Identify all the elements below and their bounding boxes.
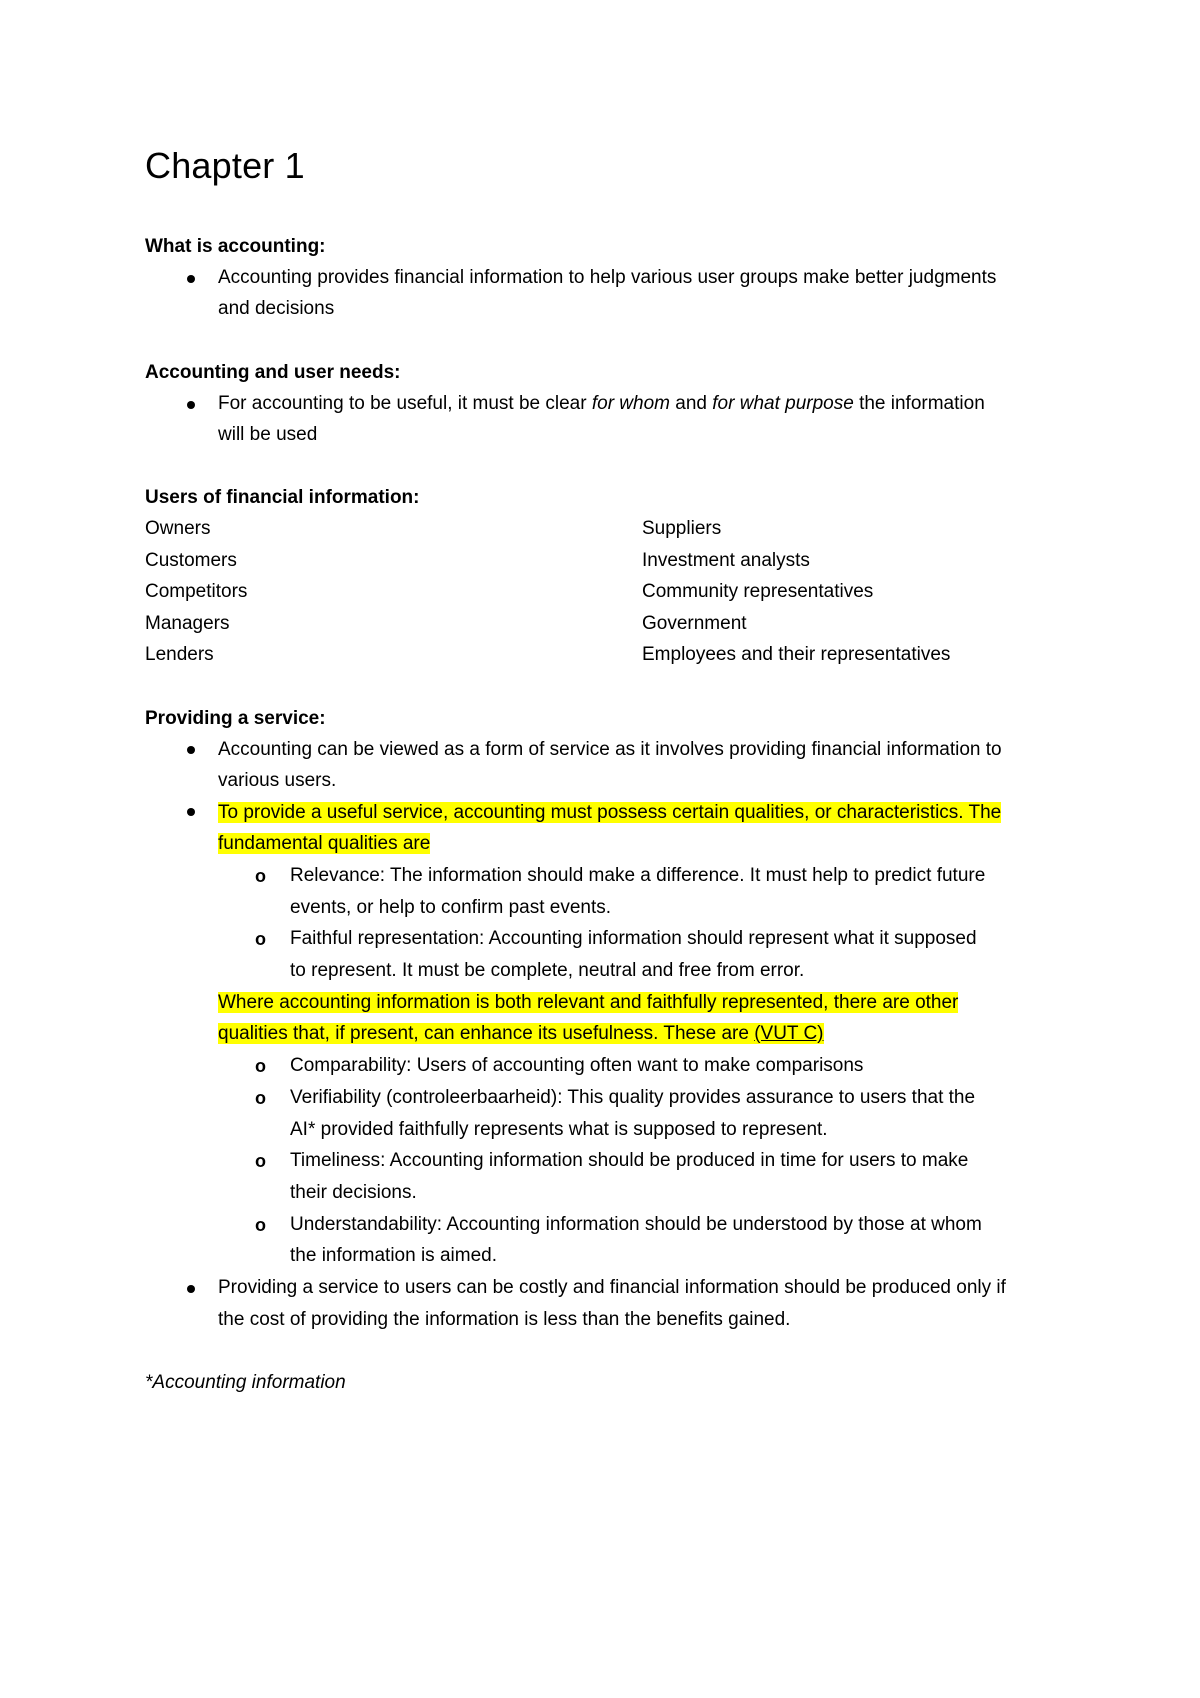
enhancing-intro-line2: qualities that, if present, can enhance its usefulness. These are (VUT C) [218,1023,824,1044]
circle-bullet-icon: o [255,1151,266,1171]
enhancing-intro-line1: Where accounting information is both relevant and faithfully represented, there are other [218,992,959,1013]
s4-b1-line2: various users. [218,770,337,791]
s4-b2-line1: To provide a useful service, accounting must possess certain qualities, or characteristics. The [218,802,1002,823]
fund-relevance-line1: Relevance: The information should make a difference. It must help to predict future [290,865,986,886]
heading-providing-service: Providing a service: [145,708,326,729]
s1-bullet-line1: Accounting provides financial information to help various user groups make better judgments [218,267,997,288]
enh-verifiability-line1: Verifiability (controleerbaarheid): This quality provides assurance to users that the [290,1087,976,1108]
s1-bullet-line2: and decisions [218,298,335,319]
s4-b3-line1: Providing a service to users can be costly and financial information should be produced only if [218,1277,1006,1298]
s2-bullet-line2: will be used [218,424,318,445]
enh-comparability: Comparability: Users of accounting often want to make comparisons [290,1055,864,1076]
fund-faithful-line1: Faithful representation: Accounting information should represent what it supposed [290,928,977,949]
user-group-left: Managers [145,613,230,634]
user-group-right: Employees and their representatives [642,644,951,665]
circle-bullet-icon: o [255,1215,266,1235]
s4-b3-line2: the cost of providing the information is less than the benefits gained. [218,1309,791,1330]
fund-faithful-line2: to represent. It must be complete, neutral and free from error. [290,960,805,981]
enh-understandability-line2: the information is aimed. [290,1245,497,1266]
bullet-icon [187,401,195,409]
s4-b1-line1: Accounting can be viewed as a form of service as it involves providing financial information to [218,739,1002,760]
circle-bullet-icon: o [255,866,266,886]
enh-verifiability-line2: AI* provided faithfully represents what is supposed to represent. [290,1119,828,1140]
bullet-icon [187,746,195,754]
footnote: *Accounting information [145,1372,346,1393]
user-group-left: Competitors [145,581,248,602]
user-group-right: Suppliers [642,518,722,539]
user-group-right: Government [642,613,747,634]
fund-relevance-line2: events, or help to confirm past events. [290,897,612,918]
user-group-left: Lenders [145,644,214,665]
s4-b2-line2: fundamental qualities are [218,833,431,854]
heading-accounting-user-needs: Accounting and user needs: [145,362,401,383]
circle-bullet-icon: o [255,1088,266,1108]
circle-bullet-icon: o [255,1056,266,1076]
enh-timeliness-line2: their decisions. [290,1182,417,1203]
user-group-left: Customers [145,550,237,571]
user-group-right: Community representatives [642,581,874,602]
bullet-icon [187,808,195,816]
page-title: Chapter 1 [145,145,305,186]
heading-what-is-accounting: What is accounting: [145,236,326,257]
s2-bullet-line1: For accounting to be useful, it must be clear for whom and for what purpose the information [218,393,985,414]
bullet-icon [187,1285,195,1293]
circle-bullet-icon: o [255,929,266,949]
vutc-code: (VUT C) [754,1023,824,1044]
heading-users-financial-info: Users of financial information: [145,487,420,508]
enh-understandability-line1: Understandability: Accounting information should be understood by those at whom [290,1214,982,1235]
enh-timeliness-line1: Timeliness: Accounting information should be produced in time for users to make [290,1150,969,1171]
user-group-left: Owners [145,518,211,539]
bullet-icon [187,275,195,283]
user-group-right: Investment analysts [642,550,810,571]
